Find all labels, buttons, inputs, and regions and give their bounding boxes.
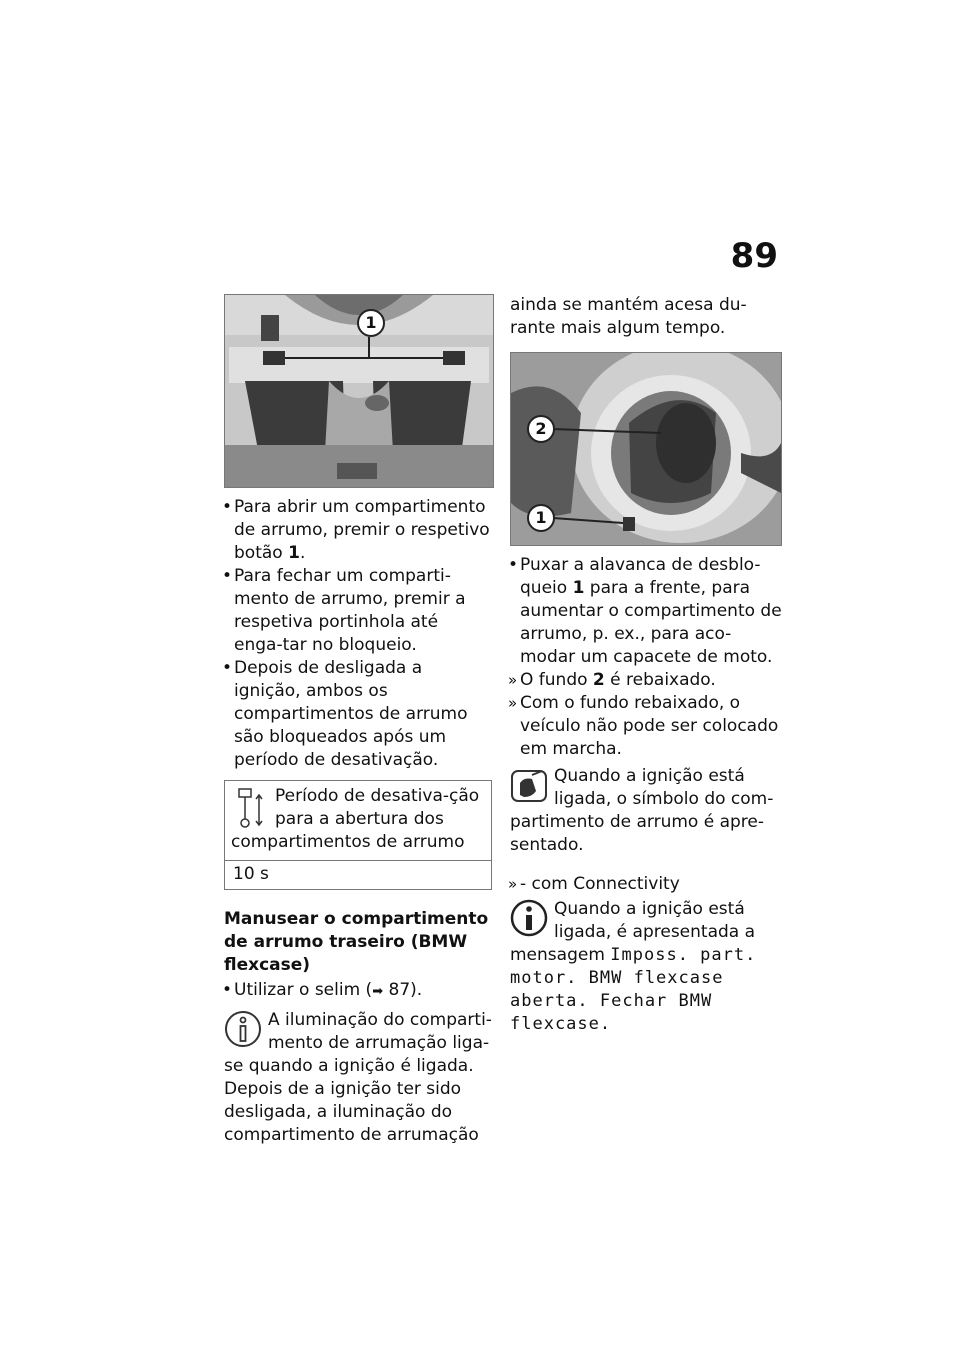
storage-compartment-symbol-icon (510, 765, 548, 805)
right-column (510, 294, 782, 1036)
symbol-note-text: Quando a ignição está ligada, o símbolo do com-partimento de arrumo é apre-sentado. (510, 766, 774, 855)
storage-lever-photo (510, 352, 782, 546)
result-item (510, 669, 782, 692)
bullet-tail: ). (410, 980, 423, 1000)
result-item (510, 692, 782, 761)
tool-settings-icon (235, 787, 265, 831)
connectivity-label: - com Connectivity (520, 874, 680, 894)
list-item (224, 979, 492, 1003)
unlock-instruction-list (510, 554, 782, 669)
bullet-text: Para fechar um comparti-mento de arrumo, premir a respetiva portinhola até enga-tar no bloqueio. (234, 566, 466, 655)
result-text: O fundo (520, 670, 593, 690)
continuation-text: ainda se mantém acesa du-rante mais algum tempo. (510, 295, 747, 338)
list-item (224, 565, 492, 657)
info-note-text: Quando a ignição está ligada, é apresentada a mensagem (510, 899, 756, 965)
result-list (510, 669, 782, 761)
result-tail: é rebaixado. (604, 670, 716, 690)
table-header-text: Período de desativa-ção para a abertura dos compartimentos de arrumo (231, 786, 480, 852)
bullet-bold-ref: 1 (288, 543, 300, 563)
bullet-bold-ref: 1 (572, 578, 585, 598)
page-ref-arrow-icon: ➡ (372, 984, 384, 999)
table-header (225, 781, 491, 861)
list-item (224, 496, 492, 565)
symbol-note (510, 765, 782, 857)
figure-label-1: 1 (527, 504, 555, 532)
list-item (510, 554, 782, 669)
page-number: 89 (730, 236, 778, 276)
info-note (224, 1009, 492, 1147)
left-column (224, 294, 492, 1147)
info-note-text: A iluminação do comparti-mento de arrumação liga-se quando a ignição é ligada. Depois de a ignição ter sido desligada, a iluminação do compartimento de arrumação (224, 1010, 492, 1145)
display-message: Imposs. part. motor. BMW flexcase aberta. Fechar BMW flexcase. (510, 945, 757, 1034)
list-item (224, 657, 492, 772)
bullet-text: Utilizar o selim ( (234, 980, 373, 1000)
bullet-text: Depois de desligada a ignição, ambos os compartimentos de arrumo são bloqueados após um período de desativação. (234, 658, 468, 770)
result-text: Com o fundo rebaixado, o veículo não pode ser colocado em marcha. (520, 693, 779, 759)
info-note-2 (510, 898, 782, 1036)
bullet-text: Puxar a alavanca de desblo-queio (520, 555, 761, 598)
bullet-tail: para a frente, para aumentar o compartimento de arrumo, p. ex., para aco-modar um capacete de moto. (520, 578, 782, 667)
result-item (510, 873, 782, 896)
deactivation-table (224, 780, 492, 890)
page-ref[interactable]: 87 (388, 980, 411, 1000)
section-heading: Manusear o compartimento de arrumo traseiro (BMW flexcase) (224, 909, 489, 975)
info-icon (224, 1009, 262, 1049)
info-icon (510, 898, 548, 938)
figure-label-1: 1 (357, 309, 385, 337)
bullet-tail: . (299, 543, 306, 563)
instruction-list-2 (224, 979, 492, 1003)
bullet-text: Para abrir um compartimento de arrumo, premir o respetivo botão (234, 497, 490, 563)
connectivity-list (510, 873, 782, 896)
figure-label-2: 2 (527, 415, 555, 443)
storage-buttons-photo (224, 294, 494, 488)
instruction-list (224, 496, 492, 772)
result-bold-ref: 2 (592, 670, 605, 690)
table-value: 10 s (233, 864, 269, 884)
